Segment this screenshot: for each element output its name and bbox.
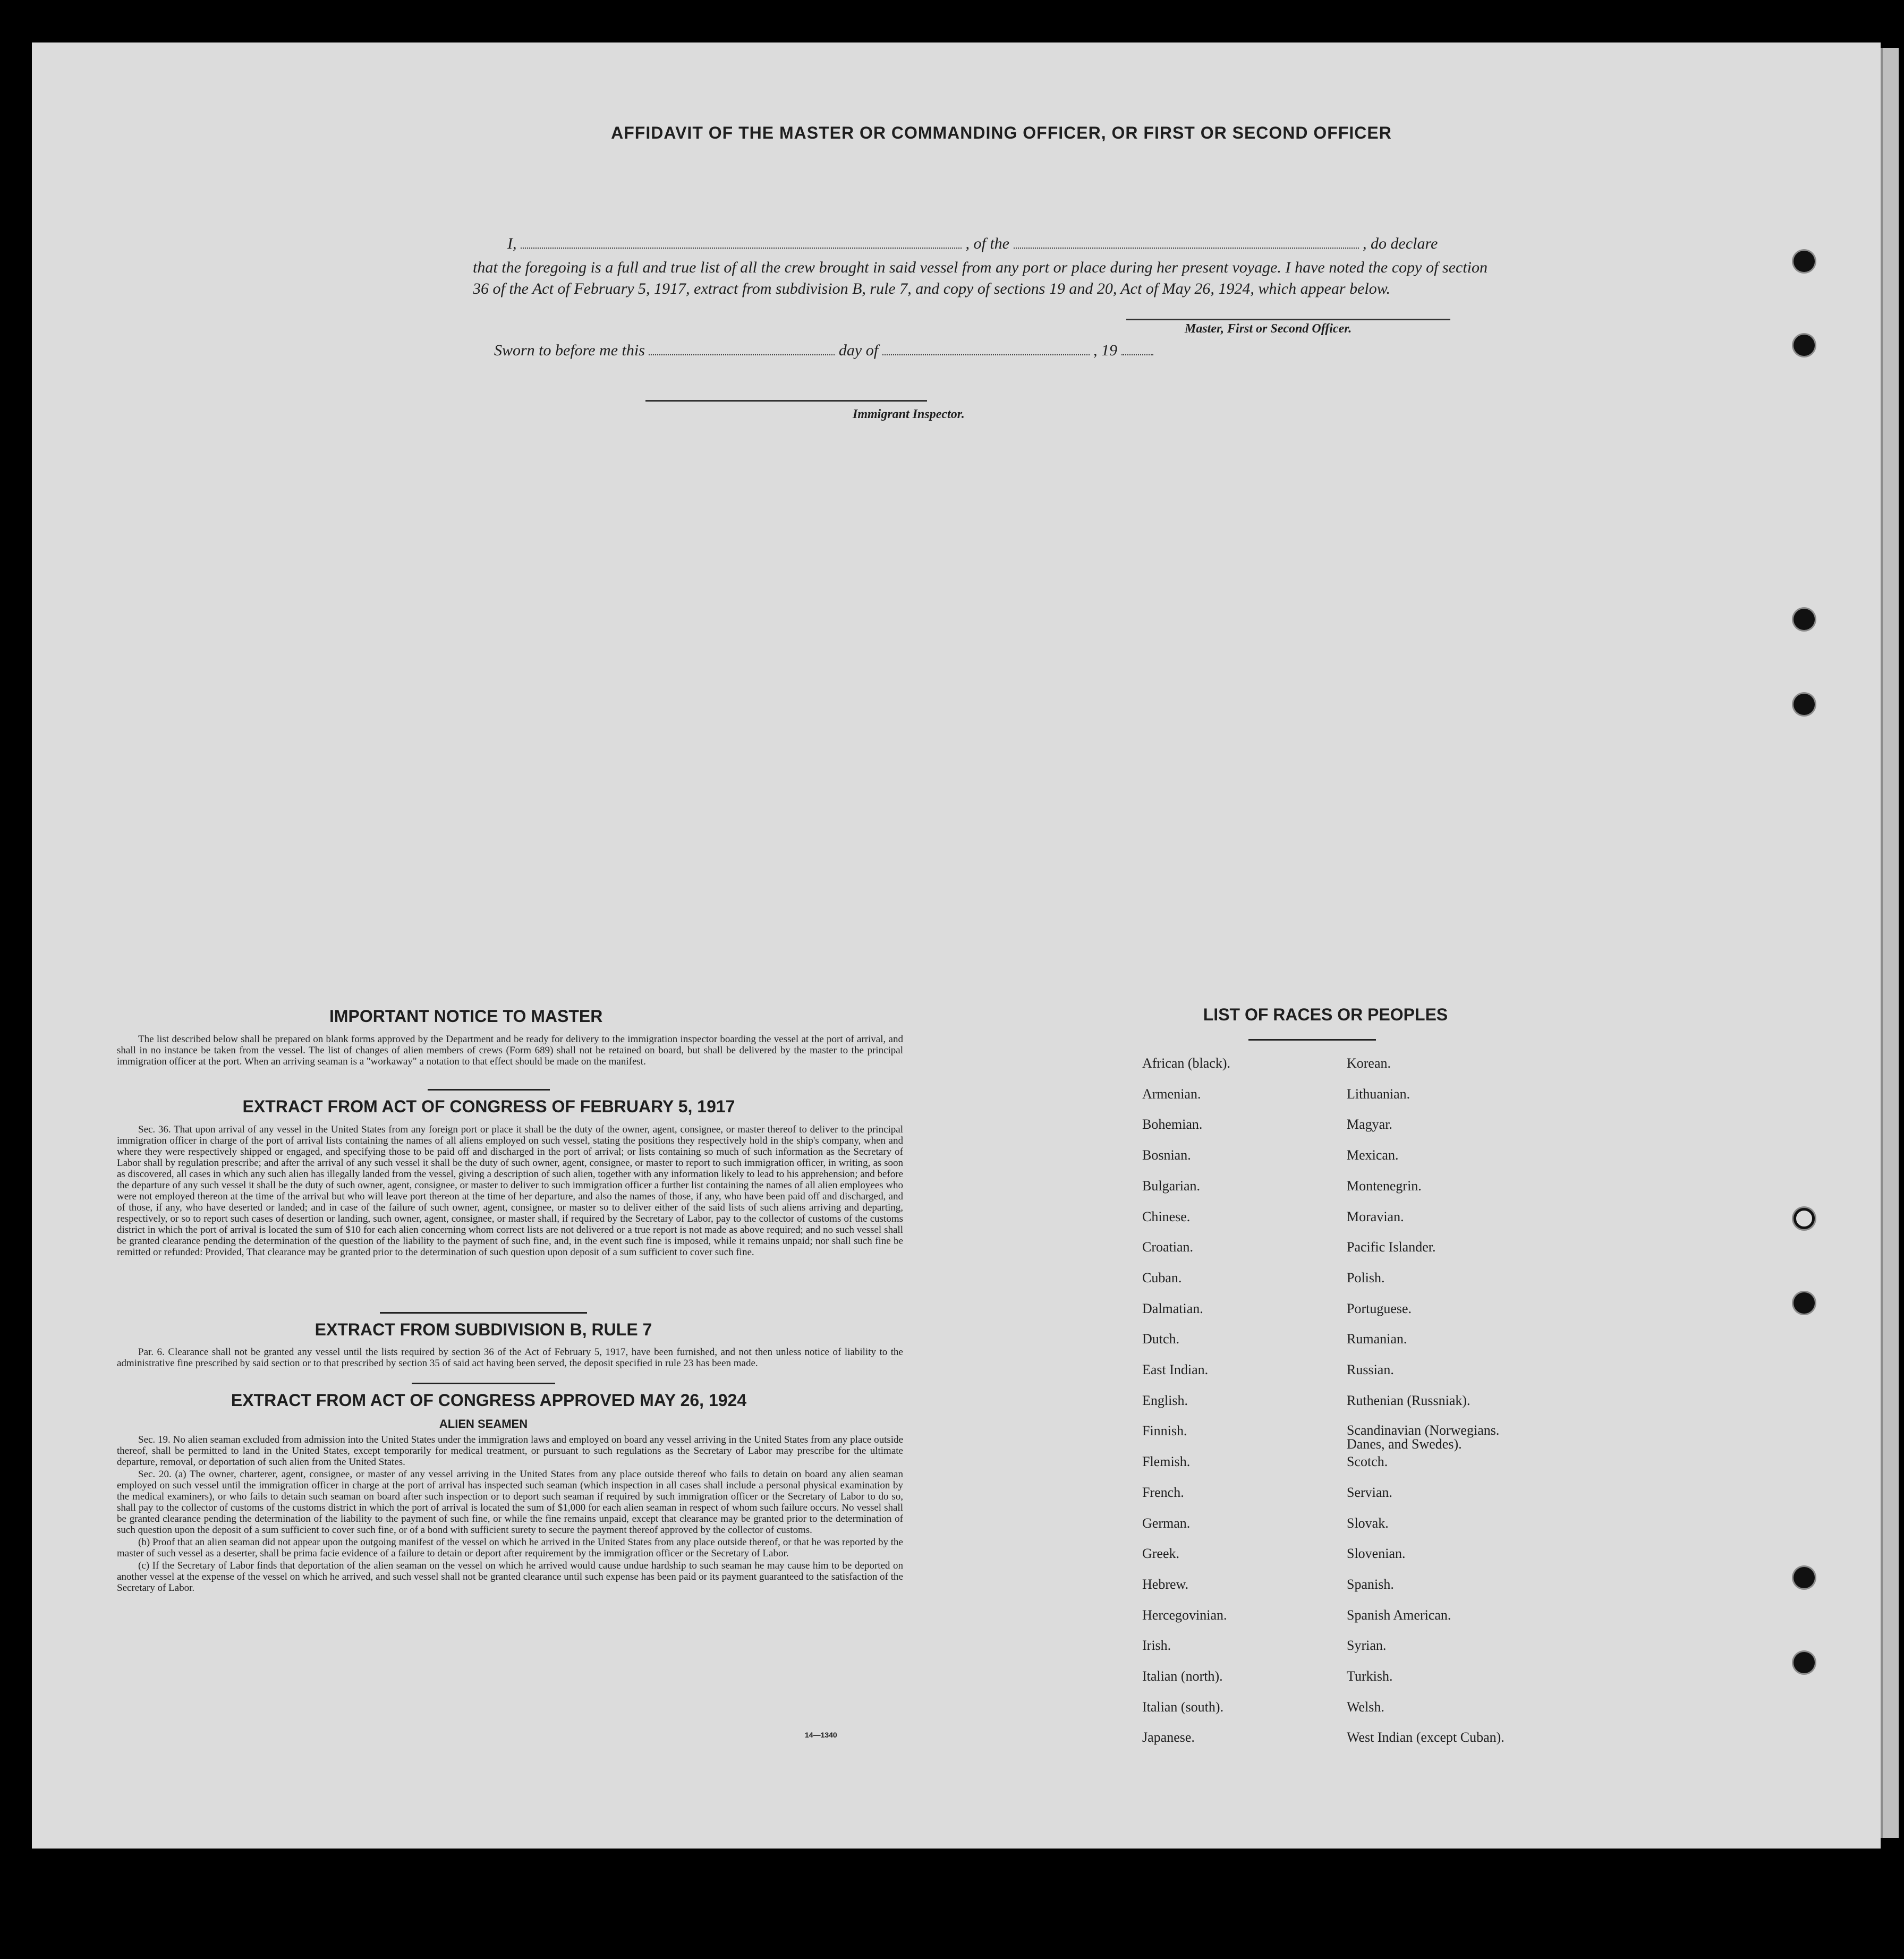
race-item: African (black). [1142, 1055, 1231, 1071]
extract-rule7-text [117, 1347, 903, 1370]
inspector-caption: Immigrant Inspector. [853, 407, 965, 421]
binding-strip [1881, 48, 1899, 1838]
punch-hole [1794, 1652, 1815, 1673]
race-item: Slovak. [1347, 1515, 1389, 1531]
race-item: Cuban. [1142, 1270, 1182, 1285]
race-item: Bohemian. [1142, 1117, 1203, 1132]
punch-hole [1794, 1567, 1815, 1588]
form-page [32, 42, 1881, 1849]
race-item: English. [1142, 1392, 1188, 1408]
race-item: Hercegovinian. [1142, 1607, 1227, 1623]
race-item: Polish. [1347, 1270, 1385, 1285]
race-item: German. [1142, 1515, 1191, 1531]
year-prefix: , 19 [1093, 342, 1118, 359]
sworn-line [494, 342, 1153, 360]
bleed-through-title [329, 112, 338, 146]
race-item: Bulgarian. [1142, 1178, 1201, 1194]
punch-hole [1794, 1292, 1815, 1314]
extract-1917-text [117, 1124, 903, 1259]
race-item: Portuguese. [1347, 1300, 1412, 1316]
race-item: Greek. [1142, 1546, 1180, 1562]
extract-1917-title: EXTRACT FROM ACT OF CONGRESS OF FEBRUARY 5, 1917 [242, 1097, 735, 1116]
race-item: Hebrew. [1142, 1576, 1189, 1592]
sec20a-paragraph: Sec. 20. (a) The owner, charterer, agent, consignee, or master of any vessel arriving in the United States from any place outside thereof who fails to detain on board any alien seaman employed on such vessel until the immigration officer in charge at the port of arrival has inspected such seaman (which inspection in all cases shall include a personal physical examination by the medical examiners), or who fails to detain such seaman on board after such inspection or to deport such seaman if required by such immigration officer or the Secretary of Labor to do so, shall pay to the collector of customs of the customs district in which the port of arrival is located the sum of $1,000 for each alien seaman in respect of whom such failure occurs. No vessel shall be granted clearance pending the determination of the liability to the payment of such fine, or while the fine remains unpaid, except that clearance may be granted prior to the determination of such question upon the deposit of a sum sufficient to cover such fine, or of a bond with sufficient surety to secure the payment thereof approved by the collector of customs. [117, 1469, 903, 1536]
sec20b-paragraph: (b) Proof that an alien seaman did not appear upon the outgoing manifest of the vessel on which he arrived in the United States from any place outside thereof, or that he was reported by the master of such vessel as a deserter, shall be prima facie evidence of a failure to detain or deport after requirement by the immigration officer or the Secretary of Labor. [117, 1537, 903, 1559]
name-blank[interactable] [521, 235, 962, 249]
race-item: West Indian (except Cuban). [1347, 1730, 1504, 1745]
affidavit-title: AFFIDAVIT OF THE MASTER OR COMMANDING OFFICER, OR FIRST OR SECOND OFFICER [611, 123, 1392, 142]
extract-rule7-title: EXTRACT FROM SUBDIVISION B, RULE 7 [314, 1320, 652, 1339]
declaration-i: I, [507, 235, 517, 252]
sec20c-paragraph: (c) If the Secretary of Labor finds that deportation of the alien seaman on the vessel on which he arrived would cause undue hardship to such seaman he may cause him to be deported on another vessel at the expense of the vessel on which he arrived, and such vessel shall not be granted clearance until such expense has been paid or its payment guaranteed to the satisfaction of the Secretary of Labor. [117, 1560, 903, 1594]
race-item: Dalmatian. [1142, 1300, 1203, 1316]
race-item: Welsh. [1347, 1699, 1384, 1715]
punch-hole [1794, 335, 1815, 356]
race-item: Finnish. [1142, 1423, 1187, 1439]
inspector-signature-line[interactable] [645, 400, 927, 402]
declaration-of-the: , of the [965, 235, 1009, 252]
race-item: Slovenian. [1347, 1546, 1406, 1562]
race-item: East Indian. [1142, 1362, 1209, 1377]
sworn-text: Sworn to before me this [494, 342, 645, 359]
month-blank[interactable] [882, 342, 1090, 355]
divider [412, 1383, 555, 1384]
affidavit-body: that the foregoing is a full and true list of all the crew brought in said vessel from any port or place during her present voyage. I have noted the copy of section 36 of the Act of February 5, 1917, extract from subdivision B, rule 7, and copy of sections 19 and 20, Act of May 26, 1924, which appear below. [473, 259, 1488, 297]
vessel-blank[interactable] [1014, 235, 1359, 249]
race-item: Chinese. [1142, 1208, 1191, 1224]
race-item: Magyar. [1347, 1117, 1392, 1132]
race-item: Montenegrin. [1347, 1178, 1422, 1194]
notice-title: IMPORTANT NOTICE TO MASTER [329, 1007, 603, 1026]
day-of-text: day of [838, 342, 879, 359]
master-signature-line[interactable] [1126, 319, 1450, 320]
race-item: Japanese. [1142, 1730, 1195, 1745]
race-item: Ruthenian (Russniak). [1347, 1392, 1470, 1408]
master-signature-caption: Master, First or Second Officer. [1185, 322, 1352, 336]
sec19-paragraph: Sec. 19. No alien seaman excluded from admission into the United States under the immigration laws and employed on board any vessel arriving in the United States from any place outside thereof, shall be permitted to land in the United States, except temporarily for medical treatment, or pursuant to such regulations as the Secretary of Labor may prescribe for the ultimate departure, removal, or deportation of such alien from the United States. [117, 1434, 903, 1468]
declaration-declare: , do declare [1363, 235, 1438, 252]
extract-1924-text [117, 1434, 903, 1595]
race-item: Dutch. [1142, 1331, 1180, 1347]
race-item: French. [1142, 1484, 1184, 1500]
sec36-paragraph: Sec. 36. That upon arrival of any vessel in the United States from any foreign port or place it shall be the duty of the owner, agent, consignee, or master thereof to deliver to the principal immigration officer in charge of the port of arrival lists containing the names of all aliens employed on such vessel, stating the positions they respectively hold in the ship's company, when and where they were respectively shipped or engaged, and specifying those to be paid off and discharged in the port of arrival; or lists containing so much of such information as the Secretary of Labor shall by regulation prescribe; and after the arrival of any such vessel it shall be the duty of such owner, agent, consignee, or master to report to such immigration officer, in writing, as soon as discovered, all cases in which any such alien has illegally landed from the vessel, giving a description of such alien, together with any information likely to lead to his apprehension; and before the departure of any such vessel it shall be the duty of such owner, agent, consignee, or master to deliver to such immigration officer a further list containing the names of all alien employees who were not employed thereon at the time of the arrival but who will leave port thereon at the time of her departure, and also the names of those, if any, who have been paid off and discharged, and of those, if any, who have deserted or landed; and in case of the failure of such owner, agent, consignee, or master so to deliver either of the said lists of such aliens arriving and departing, respectively, or so to report such cases of desertion or landing, such owner, agent, consignee, or master shall, if required by the Secretary of Labor, pay to the collector of customs of the customs district in which the port of arrival is located the sum of $10 for each alien concerning whom correct lists are not delivered or a true report is not made as above required; and no such vessel shall be granted clearance pending the determination of the question of the liability to the payment of such fine, and, in the event such fine is imposed, while it remains unpaid; nor shall such fine be remitted or refunded: Provided, That clearance may be granted prior to the determination of such question upon deposit of a sum sufficient to cover such fine. [117, 1124, 903, 1258]
race-item: Turkish. [1347, 1668, 1393, 1684]
punch-hole [1794, 251, 1815, 272]
race-item: Rumanian. [1347, 1331, 1407, 1347]
race-item: Lithuanian. [1347, 1086, 1410, 1102]
divider [428, 1089, 550, 1091]
punch-hole [1794, 694, 1815, 715]
race-item: Scotch. [1347, 1454, 1388, 1470]
notice-paragraph: The list described below shall be prepared on blank forms approved by the Department and be ready for delivery to the immigration inspector boarding the vessel at the port of arrival, and shall in no instance be taken from the vessel. The list of changes of alien members of crews (Form 689) shall not be retained on board, but shall be delivered by the master to the principal immigration officer at the port. When an arriving seaman is a "workaway" a notation to that effect should be made on the manifest. [117, 1034, 903, 1067]
race-item: Irish. [1142, 1638, 1171, 1654]
divider [380, 1312, 587, 1314]
race-item: Italian (south). [1142, 1699, 1224, 1715]
punch-hole [1794, 1208, 1815, 1229]
alien-seamen-subtitle: ALIEN SEAMEN [439, 1417, 528, 1430]
race-item: Mexican. [1347, 1147, 1399, 1163]
race-item: Korean. [1347, 1055, 1391, 1071]
races-title: LIST OF RACES OR PEOPLES [1203, 1005, 1448, 1024]
race-item: Italian (north). [1142, 1668, 1223, 1684]
year-blank[interactable] [1121, 342, 1153, 355]
extract-1924-title: EXTRACT FROM ACT OF CONGRESS APPROVED MAY 26, 1924 [231, 1391, 747, 1410]
divider [1248, 1039, 1376, 1041]
race-item: Croatian. [1142, 1239, 1194, 1255]
form-number: 14—1340 [805, 1731, 837, 1739]
race-item: Moravian. [1347, 1208, 1404, 1224]
race-item: Armenian. [1142, 1086, 1201, 1102]
day-blank[interactable] [649, 342, 835, 355]
punch-hole [1794, 609, 1815, 630]
race-item: Russian. [1347, 1362, 1394, 1377]
race-item: Flemish. [1142, 1454, 1191, 1470]
race-item: Scandinavian (Norwegians. Danes, and Swedes). [1347, 1423, 1500, 1452]
race-item: Servian. [1347, 1484, 1392, 1500]
race-item: Spanish American. [1347, 1607, 1451, 1623]
race-item: Bosnian. [1142, 1147, 1191, 1163]
race-item: Syrian. [1347, 1638, 1387, 1654]
race-item: Pacific Islander. [1347, 1239, 1436, 1255]
declaration-line [507, 235, 1438, 253]
notice-text [117, 1034, 903, 1068]
race-item: Spanish. [1347, 1576, 1394, 1592]
rule7-paragraph: Par. 6. Clearance shall not be granted any vessel until the lists required by section 36 of the Act of February 5, 1917, have been furnished, and not then unless notice of liability to the administrative fine prescribed by said section or to that prescribed by section 35 of said act having been served, the deposit specified in rule 23 has been made. [117, 1347, 903, 1369]
